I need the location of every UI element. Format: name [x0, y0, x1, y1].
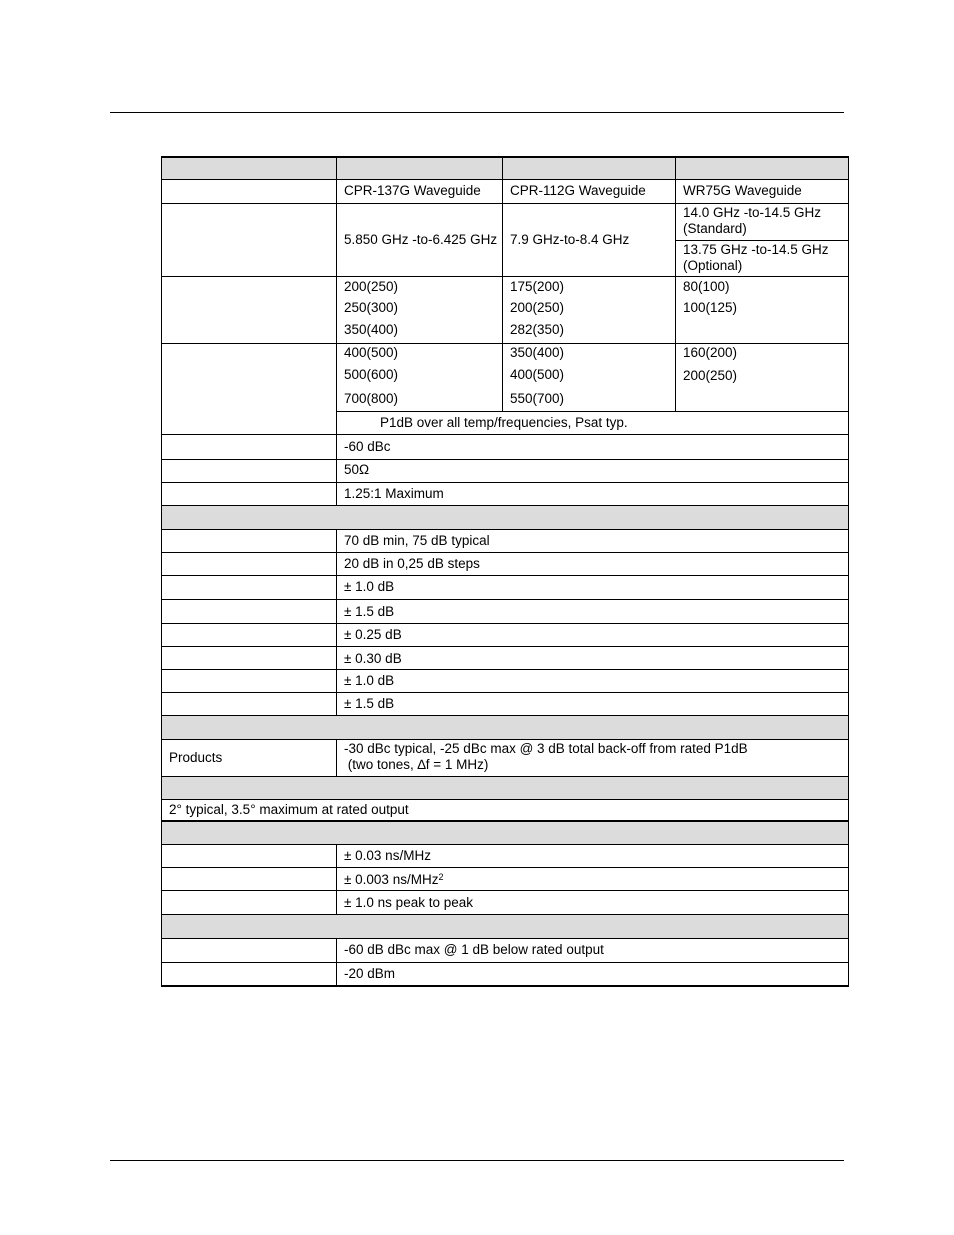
gain-value: 70 dB min, 75 dB typical [344, 533, 490, 548]
row-line [161, 820, 849, 822]
col-line [675, 156, 676, 180]
intermod-label: Products [169, 750, 223, 765]
row-line [161, 890, 849, 891]
power2-x-3: 550(700) [510, 391, 565, 406]
table-border-bottom [161, 985, 849, 987]
section-row-group-delay [162, 821, 848, 844]
section-row-gain [162, 506, 848, 529]
power1-x-3: 282(350) [510, 322, 565, 337]
row-line [161, 776, 849, 777]
row-line [675, 240, 849, 241]
row-line [161, 599, 849, 600]
row-line [161, 459, 849, 460]
row-line [161, 715, 849, 716]
row-line [161, 203, 849, 204]
frequency-c-band: 5.850 GHz -to-6.425 GHz [344, 232, 498, 247]
power1-c-1: 200(250) [344, 279, 399, 294]
row-line [161, 482, 849, 483]
row-line [161, 867, 849, 868]
spurious-value: -60 dBc [344, 439, 391, 454]
group-delay-ripple: ± 1.0 ns peak to peak [344, 895, 473, 910]
group-delay-linear: ± 0.03 ns/MHz [344, 848, 431, 863]
gain-slope-value: ± 0.25 dB [344, 627, 402, 642]
row-line [161, 914, 849, 915]
table-border-right [848, 156, 849, 987]
frequency-ku-optional-2: (Optional) [683, 258, 743, 273]
group-delay-parabolic-exponent: 2 [438, 872, 444, 882]
col-line [502, 156, 503, 180]
power2-c-2: 500(600) [344, 367, 399, 382]
row-line [161, 529, 849, 530]
gain-flatness-full-value: ± 1.5 dB [344, 604, 395, 619]
section-row-harmonics [162, 914, 848, 938]
header-rule [110, 112, 844, 113]
frequency-ku-optional-1: 13.75 GHz -to-14.5 GHz [683, 242, 829, 257]
row-line [161, 623, 849, 624]
waveguide-ku-band: WR75G Waveguide [683, 183, 802, 198]
power1-c-2: 250(300) [344, 300, 399, 315]
row-line [161, 844, 849, 845]
group-delay-parabolic-base: ± 0.003 ns/MHz [344, 872, 439, 887]
table-border-top [161, 156, 849, 158]
row-line [161, 938, 849, 939]
power1-x-1: 175(200) [510, 279, 565, 294]
gain-stability-value: ± 1.0 dB [344, 673, 395, 688]
harmonics-value: -60 dB dBc max @ 1 dB below rated output [344, 942, 604, 957]
power2-ku-2: 200(250) [683, 368, 738, 383]
power-note: P1dB over all temp/frequencies, Psat typ. [380, 415, 628, 430]
power2-x-2: 400(500) [510, 367, 565, 382]
intermod-line-2: (two tones, ∆f = 1 MHz) [344, 757, 489, 772]
gain-flatness-value: ± 1.0 dB [344, 579, 395, 594]
header-row-shade [162, 157, 848, 180]
power2-x-1: 350(400) [510, 345, 565, 360]
row-line [161, 799, 849, 800]
power1-c-3: 350(400) [344, 322, 399, 337]
row-line [161, 343, 849, 344]
row-line [161, 276, 849, 277]
row-line [161, 434, 849, 435]
row-line [161, 646, 849, 647]
waveguide-c-band: CPR-137G Waveguide [344, 183, 481, 198]
row-line [336, 411, 849, 412]
section-row-intermod [162, 715, 848, 739]
intermod-line-1: -30 dBc typical, -25 dBc max @ 3 dB total back-off from rated P1dB [344, 741, 748, 756]
am-pm-value: 2° typical, 3.5° maximum at rated output [169, 802, 409, 817]
section-row-am-pm [162, 777, 848, 799]
impedance-value: 50Ω [344, 462, 370, 477]
row-line [161, 505, 849, 506]
row-line [161, 179, 849, 180]
col-line [336, 156, 337, 180]
frequency-x-band: 7.9 GHz-to-8.4 GHz [510, 232, 630, 247]
gain-stability-full-value: ± 1.5 dB [344, 696, 395, 711]
group-delay-parabolic [337, 872, 443, 888]
vswr-value: 1.25:1 Maximum [344, 486, 444, 501]
row-line [161, 575, 849, 576]
row-line [161, 669, 849, 670]
row-line [161, 552, 849, 553]
power1-ku-1: 80(100) [683, 279, 730, 294]
row-line [161, 692, 849, 693]
footer-rule [110, 1160, 844, 1161]
power2-ku-1: 160(200) [683, 345, 738, 360]
power1-x-2: 200(250) [510, 300, 565, 315]
power2-c-3: 700(800) [344, 391, 399, 406]
gain-slope-full-value: ± 0.30 dB [344, 651, 402, 666]
frequency-ku-standard-1: 14.0 GHz -to-14.5 GHz [683, 205, 822, 220]
row-line [161, 962, 849, 963]
table-border-left [161, 156, 162, 987]
gain-adjust-value: 20 dB in 0,25 dB steps [344, 556, 480, 571]
power2-c-1: 400(500) [344, 345, 399, 360]
noise-value: -20 dBm [344, 966, 396, 981]
frequency-ku-standard-2: (Standard) [683, 221, 747, 236]
power1-ku-2: 100(125) [683, 300, 738, 315]
row-line [161, 739, 849, 740]
waveguide-x-band: CPR-112G Waveguide [510, 183, 646, 198]
